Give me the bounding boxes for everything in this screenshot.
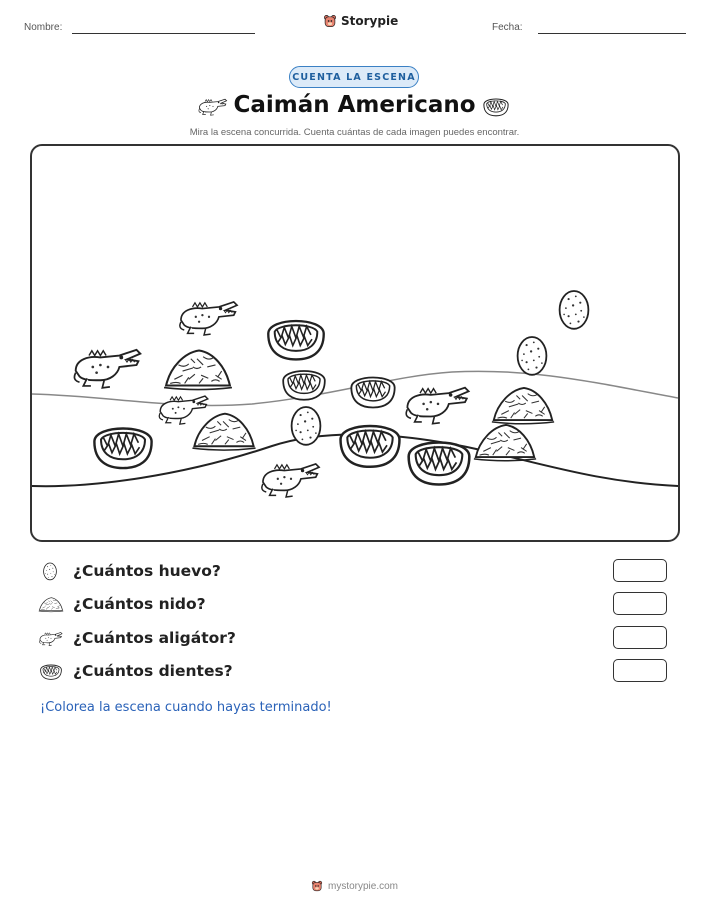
question-row-nest — [40, 592, 670, 618]
nest-icon — [38, 594, 64, 614]
answer-box-nest[interactable] — [613, 592, 667, 615]
instructions: Mira la escena concurrida. Cuenta cuántas de cada imagen puedes encontrar. — [189, 127, 520, 138]
name-label: Nombre: — [24, 22, 63, 33]
date-field[interactable] — [538, 33, 686, 34]
scene-nest — [164, 351, 232, 390]
alligator-icon — [38, 628, 64, 648]
name-field[interactable] — [72, 33, 255, 34]
question-row-alligator — [40, 626, 670, 652]
footer-site[interactable]: mystorypie.com — [327, 880, 398, 892]
scene-nest — [492, 388, 554, 424]
scene-alligator — [74, 350, 140, 388]
storypie-logo-icon — [323, 14, 337, 28]
scene-illustration — [32, 146, 678, 540]
answer-box-egg[interactable] — [613, 559, 667, 582]
scene-teeth — [268, 321, 323, 359]
teeth-title-icon — [482, 94, 510, 118]
brand-name: Storypie — [341, 14, 399, 28]
page-title: Caimán Americano — [233, 92, 476, 118]
scene-egg — [292, 407, 321, 445]
question-text: ¿Cuántos huevo? — [73, 562, 221, 580]
teeth-icon — [39, 661, 63, 681]
scene-teeth — [94, 429, 151, 469]
date-label: Fecha: — [492, 22, 523, 33]
brand-logo — [323, 14, 398, 28]
scene-frame — [30, 144, 680, 542]
question-text: ¿Cuántos nido? — [73, 595, 206, 613]
footer — [0, 880, 709, 892]
scene-teeth — [341, 426, 400, 467]
question-text: ¿Cuántos aligátor? — [73, 629, 236, 647]
question-row-teeth — [40, 659, 670, 685]
scene-alligator — [406, 388, 468, 424]
scene-teeth — [351, 378, 394, 408]
question-text: ¿Cuántos dientes? — [73, 662, 233, 680]
activity-badge: CUENTA LA ESCENA — [289, 66, 419, 88]
coloring-note: ¡Colorea la escena cuando hayas terminado! — [40, 700, 332, 715]
answer-box-alligator[interactable] — [613, 626, 667, 649]
answer-box-teeth[interactable] — [613, 659, 667, 682]
scene-teeth — [409, 443, 470, 485]
scene-nest — [192, 414, 255, 450]
scene-nest — [474, 425, 536, 461]
egg-icon — [40, 561, 60, 581]
scene-teeth — [283, 371, 325, 400]
scene-alligator — [180, 302, 237, 335]
scene-egg — [518, 337, 547, 375]
scene-alligator — [159, 396, 208, 424]
scene-egg — [560, 291, 589, 329]
question-row-egg — [40, 559, 670, 585]
scene-alligator — [262, 464, 319, 497]
storypie-footer-icon — [311, 880, 323, 892]
